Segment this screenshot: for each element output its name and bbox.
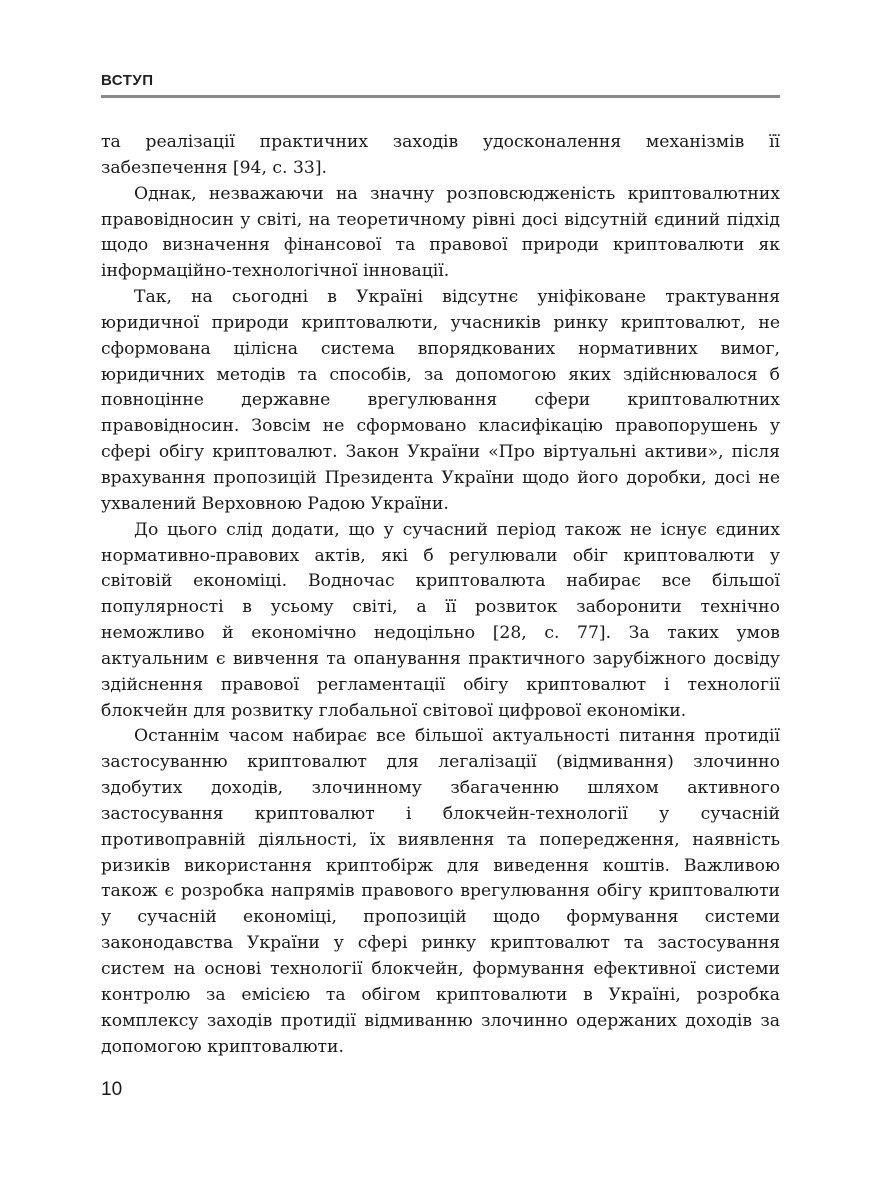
paragraph: До цього слід додати, що у сучасний період також не існує єдиних нормативно-правових актів, які б регулювали обіг криптовалюти у світовій економіці. Водночас криптовалюта набирає все більшої популярності в усьому світі, а її розвиток заборонити технічно неможливо й економічно недоцільно [28, с. 77]. За таких умов актуальним є вивчення та опанування практичного зарубіжного досвіду здійснення правової регламентації обігу криптовалют і технології блокчейн для розвитку глобальної світової цифрової економіки. bbox=[101, 519, 780, 721]
paragraph: Однак, незважаючи на значну розповсюдженість криптовалютних правовідносин у світі, на теоретичному рівні досі відсутній єдиний підхід щодо визначення фінансової та правової природи криптовалюти як інформаційно-технологічної інновації. bbox=[101, 183, 780, 282]
page-number: 10 bbox=[101, 1079, 123, 1100]
paragraph: Так, на сьогодні в Україні відсутнє уніфіковане трактування юридичної природи криптовалюти, учасників ринку криптовалют, не сформована цілісна система впорядкованих нормативних вимог, юридичних методів та способів, за допомогою яких здійснювалося б повноцінне державне врегулювання сфери криптовалютних правовідносин. Зовсім не сформовано класифікацію правопорушень у сфері обігу криптовалют. Закон України «Про віртуальні активи», після врахування пропозицій Президента України щодо його доробки, досі не ухвалений Верховною Радою України. bbox=[101, 287, 780, 514]
body-text bbox=[101, 130, 780, 1060]
page-header bbox=[101, 70, 780, 98]
header-rule bbox=[101, 95, 780, 98]
paragraph-continuation: та реалізації практичних заходів удосконалення механізмів її забезпечення [94, с. 33]. bbox=[101, 132, 780, 178]
paragraph: Останнім часом набирає все більшої актуальності питання протидії застосуванню криптовалют для легалізації (відмивання) злочинно здобутих доходів, злочинному збагаченню шляхом активного застосування криптовалют і блокчейн-технології у сучасній противоправній діяльності, їх виявлення та попередження, наявність ризиків використання криптобірж для виведення коштів. Важливою також є розробка напрямів правового врегулювання обігу криптовалюти у сучасній економіці, пропозицій щодо формування системи законодавства України у сфері ринку криптовалют та застосування систем на основі технології блокчейн, формування ефективної системи контролю за емісією та обігом криптовалюти в Україні, розробка комплексу заходів протидії відмиванню злочинно одержаних доходів за допомогою криптовалюти. bbox=[101, 726, 780, 1057]
running-head: ВСТУП bbox=[101, 72, 154, 89]
